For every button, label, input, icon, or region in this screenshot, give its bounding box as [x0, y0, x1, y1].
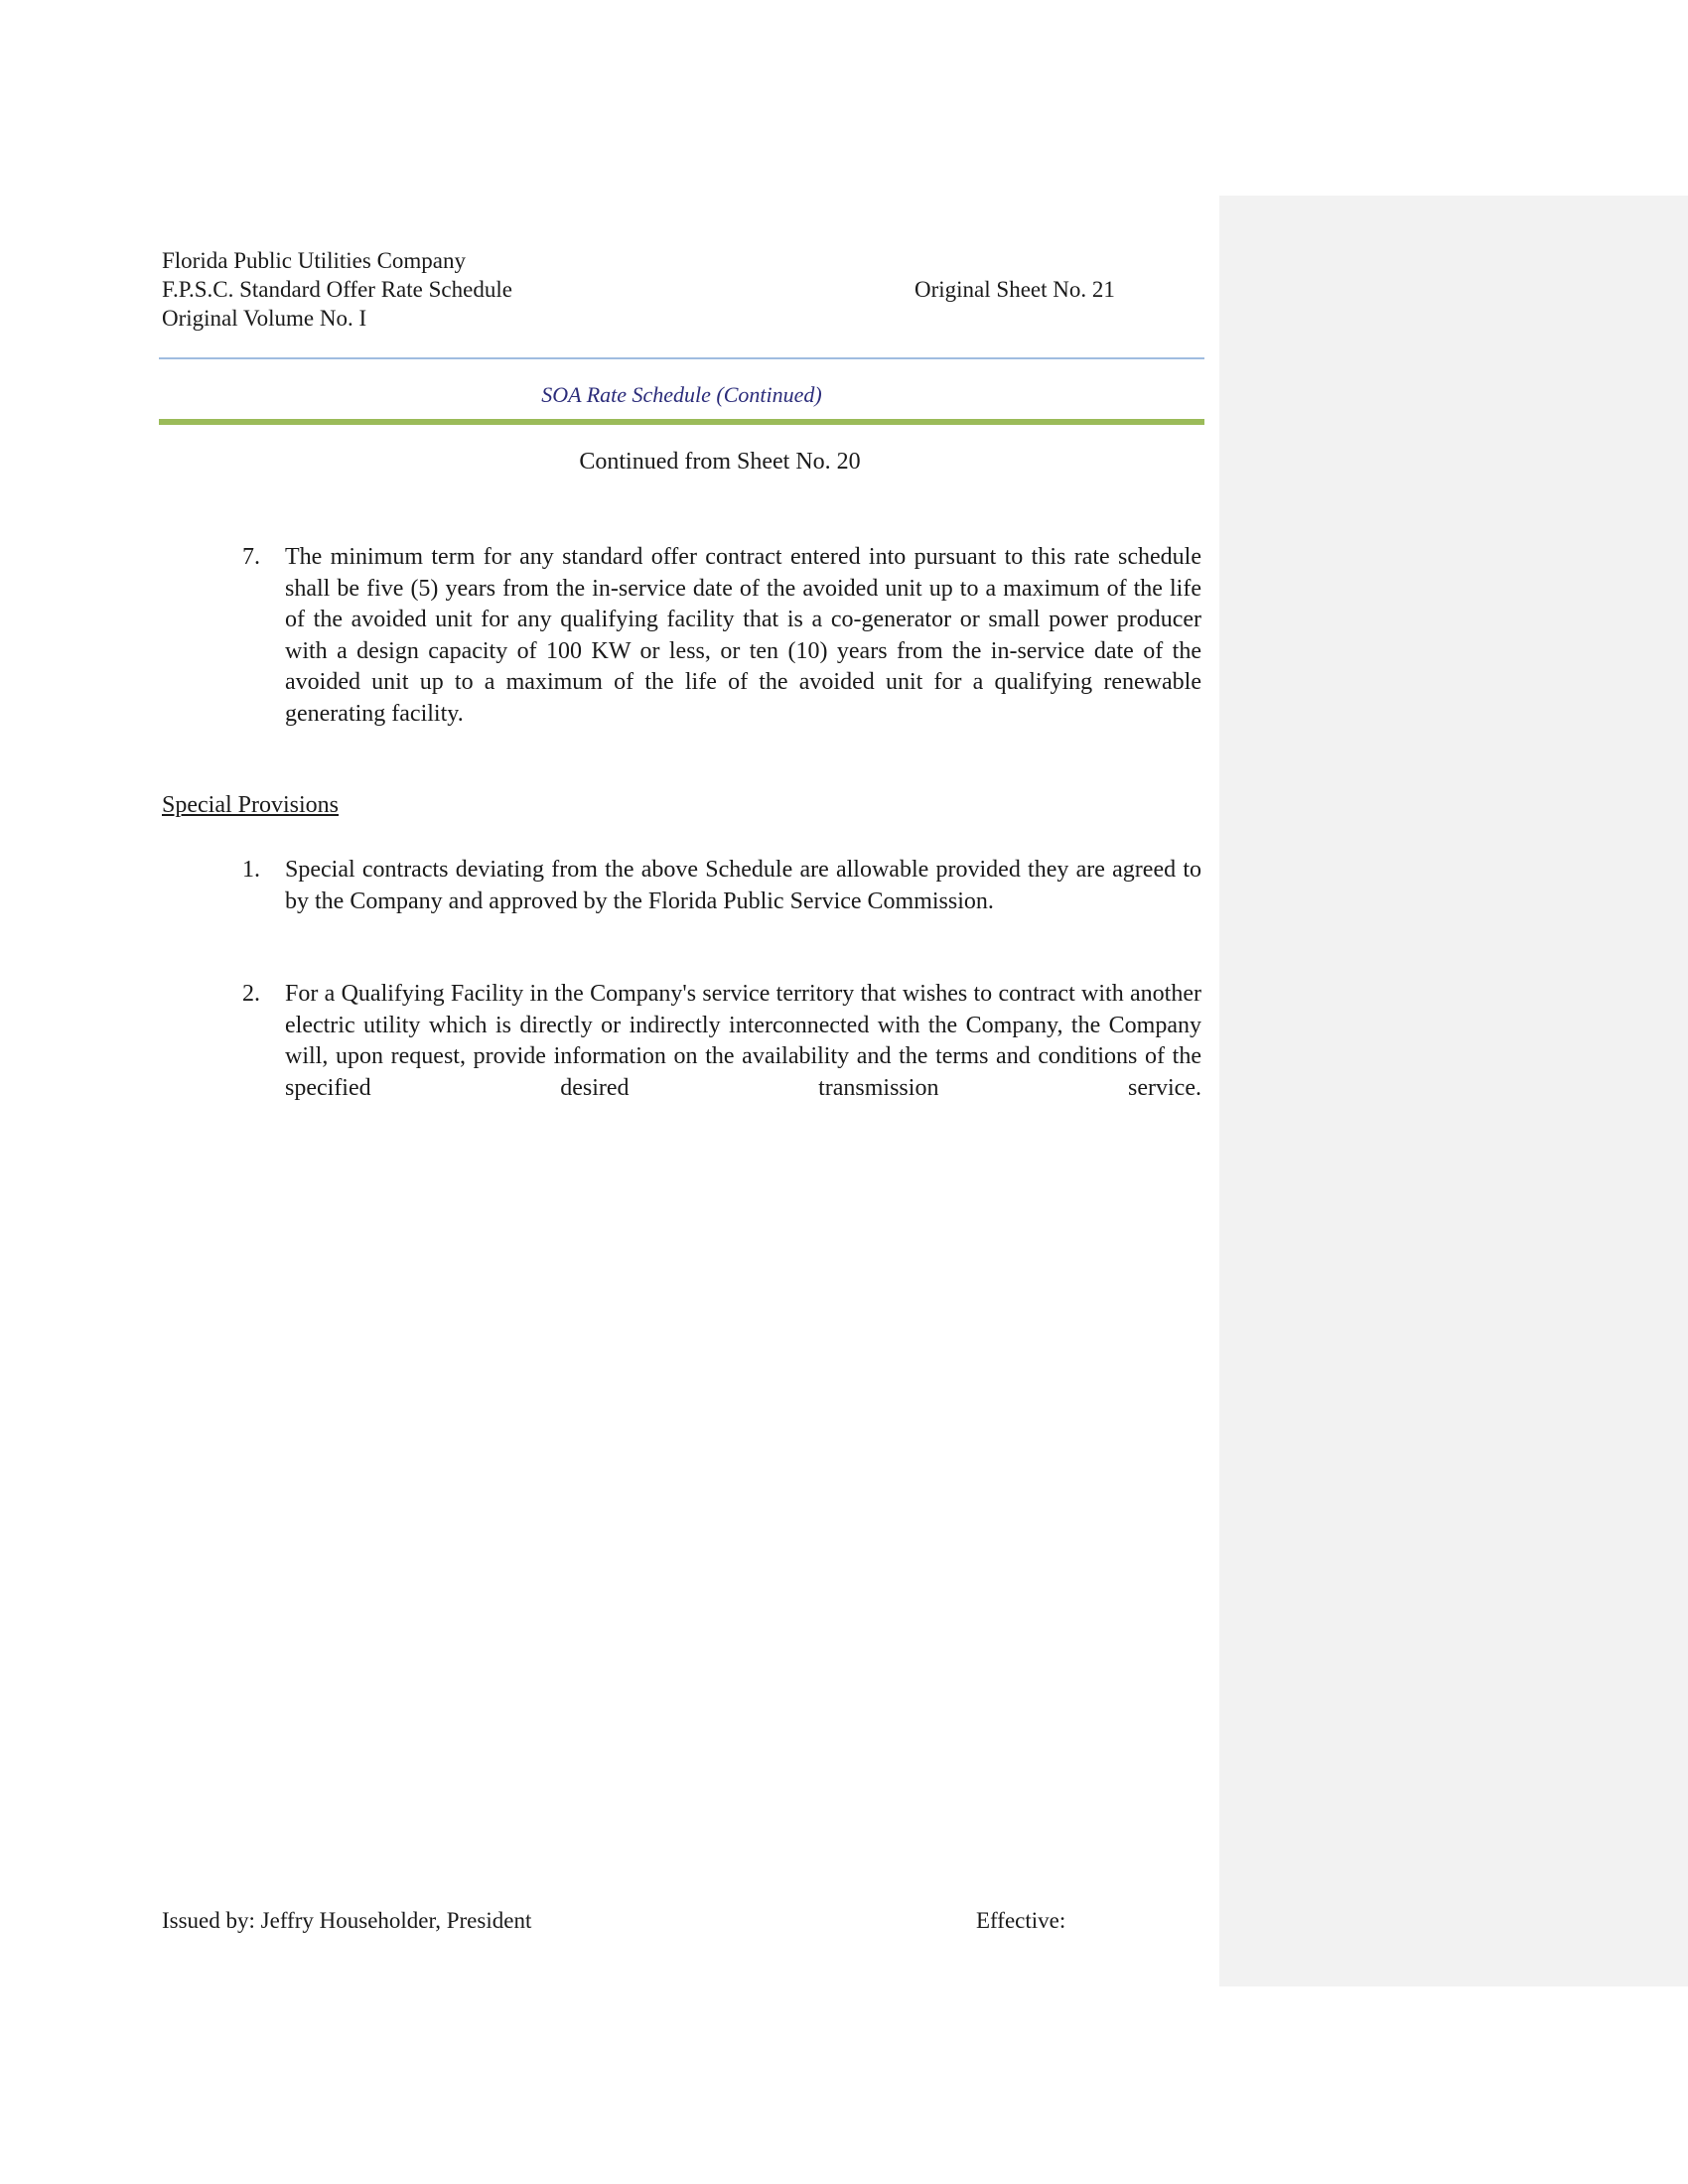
list-item-text: For a Qualifying Facility in the Company's service territory that wishes to contract with another electric utility which is directly or indirectly interconnected with the Company, the Company will, upon request, provide information on the availability and the terms and conditions of the specified desired transmission service. [285, 981, 1201, 1101]
volume-line: Original Volume No. I [162, 306, 367, 331]
comment-margin-pane [1219, 196, 1688, 1986]
special-provisions-heading: Special Provisions [162, 792, 339, 818]
document-header [162, 246, 512, 333]
schedule-line: F.P.S.C. Standard Offer Rate Schedule [162, 277, 512, 302]
list-item [242, 855, 1201, 917]
list-item-number: 1. [242, 857, 260, 883]
effective-label: Effective: [976, 1908, 1066, 1933]
continued-from-note: Continued from Sheet No. 20 [579, 449, 861, 475]
company-name: Florida Public Utilities Company [162, 248, 467, 273]
list-item [242, 542, 1201, 730]
list-item-text: Special contracts deviating from the above Schedule are allowable provided they are agreed to by the Company and approved by the Florida Public Service Commission. [285, 857, 1201, 914]
sheet-number: Original Sheet No. 21 [914, 277, 1115, 302]
list-item-number: 2. [242, 981, 260, 1007]
title-divider [159, 419, 1204, 425]
schedule-title: SOA Rate Schedule (Continued) [541, 382, 822, 407]
header-divider [159, 357, 1204, 359]
list-item-number: 7. [242, 544, 260, 570]
list-item [242, 979, 1201, 1104]
issued-by: Issued by: Jeffry Householder, President [162, 1908, 532, 1933]
list-item-text: The minimum term for any standard offer contract entered into pursuant to this rate schedule shall be five (5) years from the in-service date of the avoided unit up to a maximum of the life of the avoided unit for any qualifying facility that is a co-generator or small power producer with a design capacity of 100 KW or less, or ten (10) years from the in-service date of the avoided unit up to a maximum of the life of the avoided unit for a qualifying renewable generating facility. [285, 544, 1201, 727]
